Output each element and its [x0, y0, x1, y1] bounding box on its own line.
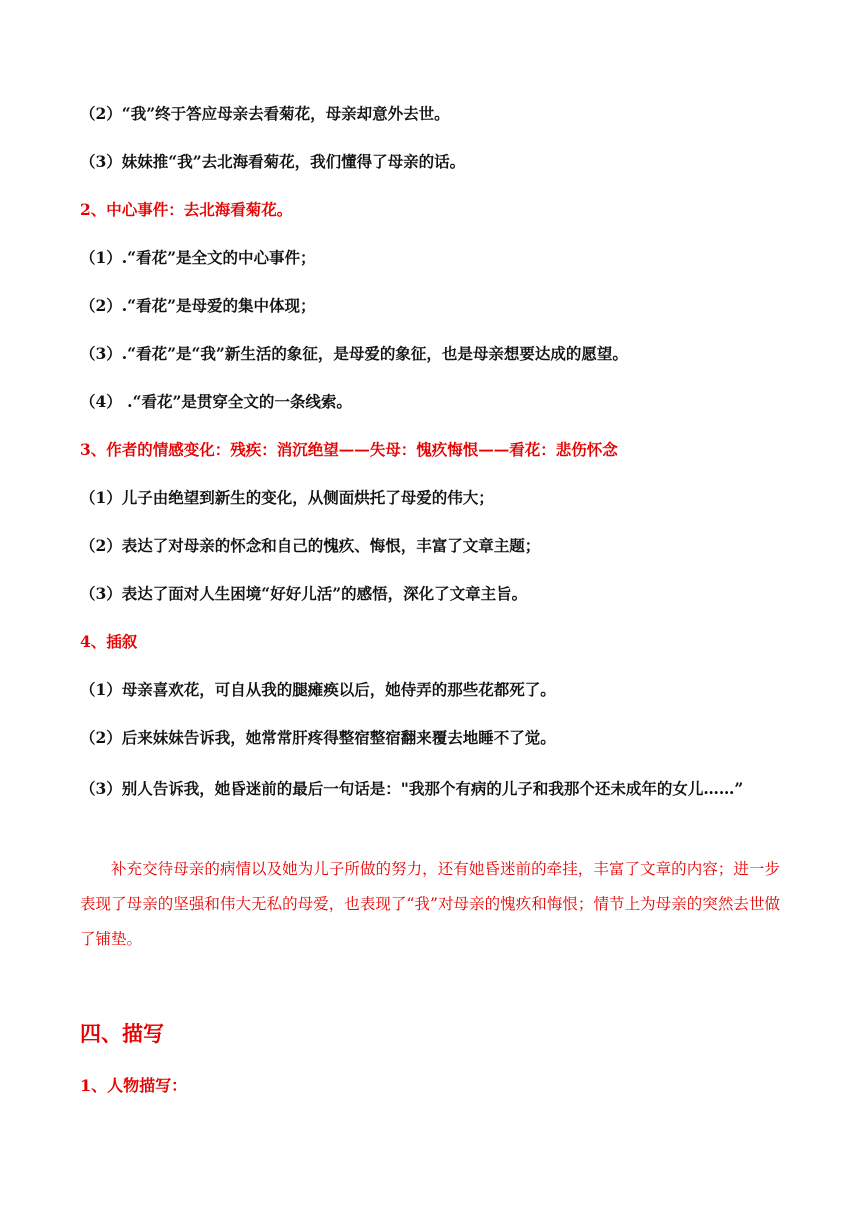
- analysis-paragraph: 补充交待母亲的病情以及她为儿子所做的努力，还有她昏迷前的牵挂，丰富了文章的内容；进一步表现了母亲的坚强和伟大无私的母爱，也表现了“我”对母亲的愧疚和悔恨；情节上为母亲的突然去世做了铺垫。: [80, 860, 780, 948]
- outline-item: （4） .“看花”是贯穿全文的一条线索。: [80, 392, 352, 411]
- outline-item: （3）.“看花”是“我”新生活的象征，是母爱的象征，也是母亲想要达成的愿望。: [80, 344, 628, 363]
- outline-item: （1）儿子由绝望到新生的变化，从侧面烘托了母爱的伟大；: [80, 488, 494, 507]
- outline-item: （2）“我”终于答应母亲去看菊花，母亲却意外去世。: [80, 104, 450, 123]
- subheading-flashback: 4、插叙: [80, 632, 138, 651]
- subheading-central-event: 2、中心事件：去北海看菊花。: [80, 200, 293, 219]
- outline-item: （2）表达了对母亲的怀念和自己的愧疚、悔恨，丰富了文章主题；: [80, 536, 541, 555]
- outline-item-wrapped: （3）别人告诉我，她昏迷前的最后一句话是："我那个有病的儿子和我那个还未成年的女儿……”: [80, 779, 744, 798]
- section-heading: 四、描写: [80, 1021, 164, 1046]
- subsection-heading: 1、人物描写：: [80, 1076, 188, 1095]
- outline-item: （3）妹妹推“我”去北海看菊花，我们懂得了母亲的话。: [80, 152, 466, 171]
- subheading-emotion-change: 3、作者的情感变化：残疾：消沉绝望——失母：愧疚悔恨——看花：悲伤怀念: [80, 440, 618, 459]
- outline-item: （1）.“看花”是全文的中心事件；: [80, 248, 316, 267]
- outline-item: （2）后来妹妹告诉我，她常常肝疼得整宿整宿翻来覆去地睡不了觉。: [80, 728, 556, 747]
- outline-item: （3）表达了面对人生困境“好好儿活”的感悟，深化了文章主旨。: [80, 584, 528, 603]
- outline-item: （1）母亲喜欢花，可自从我的腿瘫痪以后，她侍弄的那些花都死了。: [80, 680, 556, 699]
- outline-item: （2）.“看花”是母爱的集中体现；: [80, 296, 316, 315]
